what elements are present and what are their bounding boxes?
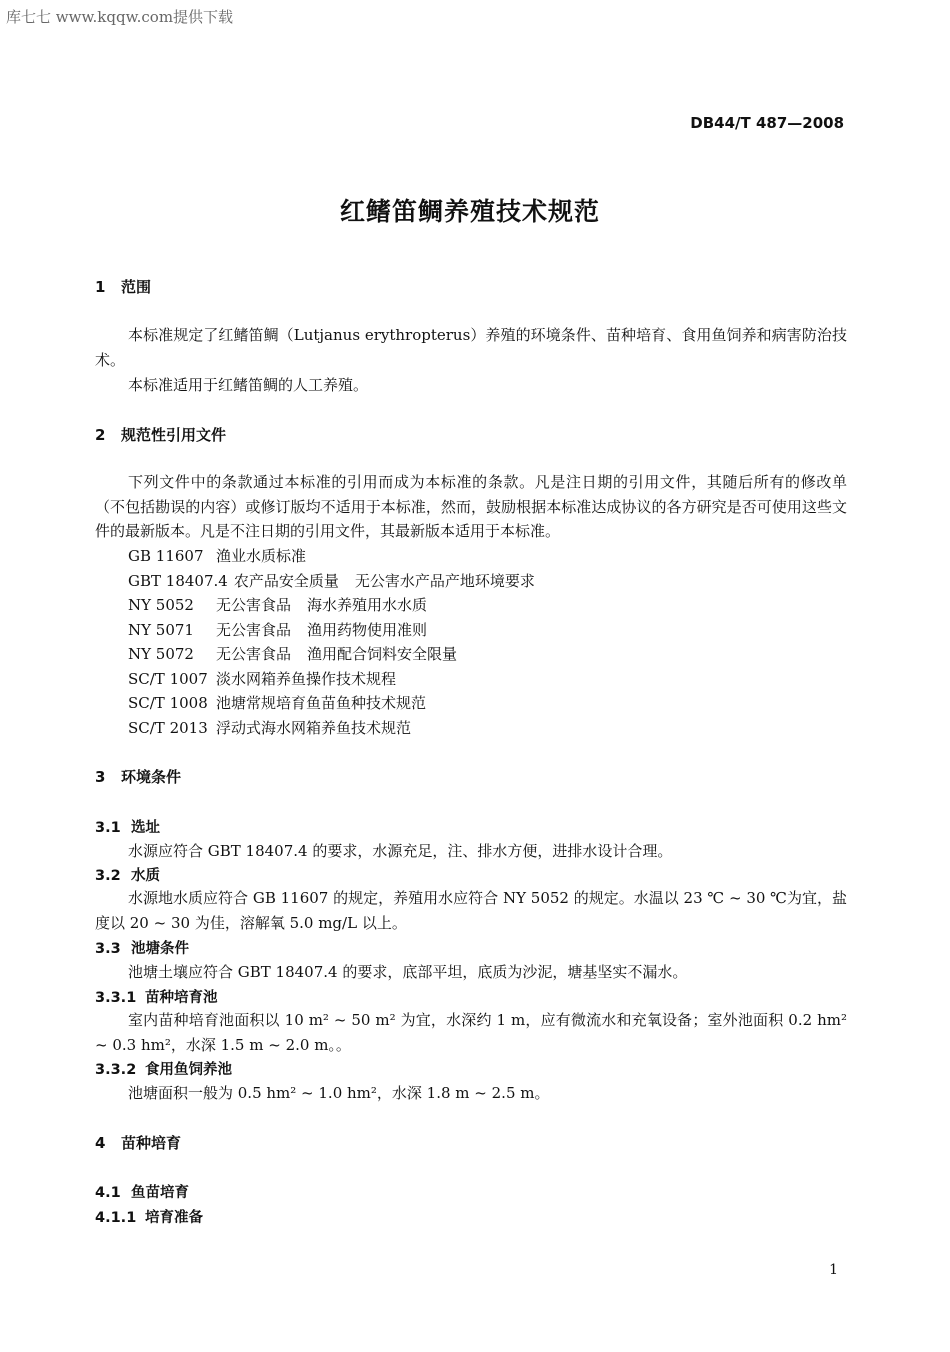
- subsection-4-1-1-heading: [95, 1206, 203, 1227]
- reference-item: [128, 643, 457, 664]
- subsection-title: 培育准备: [145, 1210, 203, 1226]
- subsection-title: 选址: [131, 820, 160, 836]
- subsection-number: 3.3.1: [95, 990, 137, 1006]
- subsection-3-2-heading: [95, 864, 160, 885]
- pond-conditions-text: 池塘土壤应符合 GBT 18407.4 的要求，底部平坦，底质为沙泥，塘基坚实不漏水。: [128, 963, 688, 981]
- subsection-title: 池塘条件: [131, 941, 189, 957]
- standard-code: DB44/T 487—2008: [690, 114, 844, 132]
- normative-references-paragraph: 下列文件中的条款通过本标准的引用而成为本标准的条款。凡是注日期的引用文件，其随后所有的修改单（不包括勘误的内容）或修订版均不适用于本标准，然而，鼓励根据本标准达成协议的各方研究是否可使用这些文件的最新版本。凡是不注日期的引用文件，其最新版本适用于本标准。: [95, 473, 847, 540]
- reference-item: [128, 594, 427, 615]
- reference-subtitle: 渔用药物使用准则: [307, 621, 428, 639]
- reference-code: SC/T 1008: [128, 694, 208, 712]
- subsection-number: 3.2: [95, 868, 121, 884]
- reference-item: [128, 570, 535, 591]
- subsection-number: 3.3.2: [95, 1062, 137, 1078]
- section-2-heading: [95, 424, 226, 445]
- reference-title: 无公害食品: [216, 621, 292, 639]
- subsection-3-3-heading: [95, 937, 189, 958]
- site-selection-text: 水源应符合 GBT 18407.4 的要求，水源充足，注、排水方便，进排水设计合理。: [128, 842, 673, 860]
- reference-item: [128, 717, 411, 738]
- reference-code: GBT 18407.4: [128, 572, 228, 590]
- water-quality-text: 水源地水质应符合 GB 11607 的规定，养殖用水应符合 NY 5052 的规定。水温以 23 ℃ ~ 30 ℃为宜，盐度以 20 ~ 30 为佳，溶解氧 5.0 mg/L 以上。: [95, 889, 847, 932]
- reference-code: NY 5072: [128, 645, 194, 663]
- reference-title: 浮动式海水网箱养鱼技术规范: [216, 719, 412, 737]
- subsection-title: 苗种培育池: [145, 990, 218, 1006]
- reference-title: 无公害食品: [216, 596, 292, 614]
- reference-code: SC/T 1007: [128, 670, 208, 688]
- subsection-3-3-2-heading: [95, 1058, 232, 1079]
- reference-code: SC/T 2013: [128, 719, 208, 737]
- nursery-pond-text: 室内苗种培育池面积以 10 m² ~ 50 m² 为宜，水深约 1 m，应有微流水和充氧设备；室外池面积 0.2 hm² ~ 0.3 hm²，水深 1.5 m ~ 2.0 m。。: [95, 1011, 847, 1054]
- section-3-heading: [95, 766, 181, 787]
- reference-item: [128, 545, 306, 566]
- page-number: 1: [829, 1262, 838, 1278]
- section-title: 环境条件: [121, 768, 182, 786]
- reference-title: 淡水网箱养鱼操作技术规程: [216, 670, 397, 688]
- section-title: 规范性引用文件: [121, 426, 227, 444]
- section-number: 2: [95, 426, 106, 444]
- reference-code: NY 5071: [128, 621, 194, 639]
- section-title: 苗种培育: [121, 1134, 182, 1152]
- reference-code: GB 11607: [128, 547, 204, 565]
- subsection-3-1-heading: [95, 816, 160, 837]
- section-number: 1: [95, 278, 106, 296]
- reference-code: NY 5052: [128, 596, 194, 614]
- reference-subtitle: 无公害水产品产地环境要求: [354, 572, 535, 590]
- reference-item: [128, 668, 396, 689]
- scope-paragraph: 本标准规定了红鳍笛鲷（Lutjanus erythropterus）养殖的环境条件、苗种培育、食用鱼饲养和病害防治技术。: [95, 326, 847, 369]
- reference-title: 渔业水质标准: [216, 547, 307, 565]
- reference-subtitle: 海水养殖用水水质: [307, 596, 428, 614]
- subsection-4-1-heading: [95, 1181, 189, 1202]
- reference-subtitle: 渔用配合饲料安全限量: [307, 645, 458, 663]
- section-4-heading: [95, 1132, 181, 1153]
- subsection-number: 4.1: [95, 1185, 121, 1201]
- section-number: 3: [95, 768, 106, 786]
- document-title: 红鳍笛鲷养殖技术规范: [339, 197, 600, 226]
- subsection-3-3-1-heading: [95, 986, 218, 1007]
- subsection-title: 鱼苗培育: [131, 1185, 189, 1201]
- subsection-number: 4.1.1: [95, 1210, 137, 1226]
- reference-item: [128, 619, 427, 640]
- subsection-number: 3.1: [95, 820, 121, 836]
- section-number: 4: [95, 1134, 106, 1152]
- reference-item: [128, 692, 426, 713]
- section-1-heading: [95, 276, 151, 297]
- reference-title: 池塘常规培育鱼苗鱼种技术规范: [216, 694, 427, 712]
- subsection-title: 水质: [131, 868, 160, 884]
- section-title: 范围: [121, 278, 152, 296]
- reference-title: 农产品安全质量: [233, 572, 339, 590]
- grow-out-pond-text: 池塘面积一般为 0.5 hm² ~ 1.0 hm²，水深 1.8 m ~ 2.5 m。: [128, 1084, 550, 1102]
- subsection-title: 食用鱼饲养池: [145, 1062, 232, 1078]
- watermark: 库七七 www.kqqw.com提供下载: [6, 8, 234, 26]
- reference-title: 无公害食品: [216, 645, 292, 663]
- subsection-number: 3.3: [95, 941, 121, 957]
- scope-applicability: 本标准适用于红鳍笛鲷的人工养殖。: [128, 376, 369, 394]
